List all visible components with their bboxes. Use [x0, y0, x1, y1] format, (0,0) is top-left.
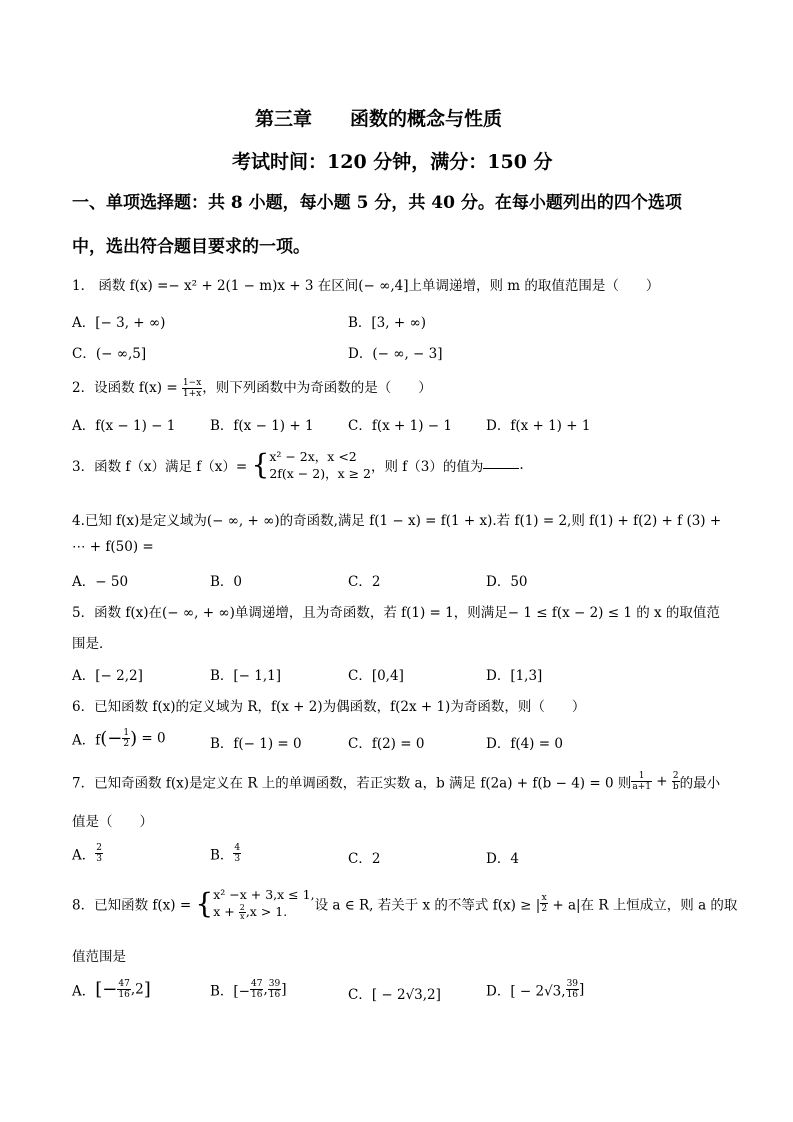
question-3-suffix: ，则 f（3）的值为 — [371, 459, 484, 475]
section-heading-line1: 一、单项选择题：共 8 小题，每小题 5 分，共 40 分。在每小题列出的四个选项 — [72, 193, 682, 213]
question-3-case-2: 2f(x − 2)，x ≥ 2 — [269, 466, 372, 481]
question-2-prefix: 2．设函数 f(x) = — [72, 380, 182, 396]
question-7-frac2-den: b — [672, 782, 679, 792]
question-8-option-d-den: 16 — [566, 990, 579, 1000]
question-1-option-c: C．(− ∞,5] — [72, 346, 147, 362]
question-7-option-a-fraction — [95, 843, 103, 864]
question-2-fraction — [182, 378, 202, 399]
question-7-frac2-num: 2 — [672, 771, 679, 781]
question-8-option-b-den2: 16 — [268, 990, 281, 1000]
question-7-frac1-den: a+1 — [632, 782, 651, 792]
question-8-option-b-label: B．[− — [210, 983, 250, 1000]
question-6-option-a: A．f(− $\frac{1}{2}$ ) = 0 — [72, 728, 166, 749]
question-8-case-2 — [213, 903, 314, 921]
question-8-case-2-b: ,x > 1. — [245, 904, 288, 919]
question-6-stem: 6．已知函数 f(x)的定义域为 R，f(x + 2)为偶函数，f(2x + 1)为奇函数，则（ ） — [72, 699, 586, 715]
question-1-option-a: A．[− 3, + ∞) — [72, 315, 166, 331]
question-8-mid-den: 2 — [541, 904, 548, 914]
question-7-frac1-num: 1 — [631, 771, 652, 782]
question-4-stem-line1: 4.已知 f(x)是定义域为(− ∞, + ∞)的奇函数,满足 f(1 − x) = f(1 + x).若 f(1) = 2,则 f(1) + f(2) + f (3) + — [72, 513, 722, 529]
question-4-option-a: A．− 50 — [72, 574, 129, 590]
question-7-fraction-2 — [672, 771, 680, 792]
left-brace-icon: { — [251, 448, 270, 481]
question-3-cases — [269, 448, 371, 482]
question-2-option-b: B．f(x − 1) + 1 — [210, 418, 314, 434]
question-2-frac-num: 1−x — [182, 378, 202, 388]
question-7-option-d: D．4 — [486, 851, 519, 867]
question-8-option-a-fraction — [117, 979, 130, 1000]
question-5-option-c: C．[0,4] — [348, 668, 404, 684]
question-2-suffix: ，则下列函数中为奇函数的是（ ） — [202, 380, 432, 396]
question-8-option-d-fraction — [566, 979, 579, 1000]
question-7-option-b — [210, 843, 241, 864]
answer-blank — [483, 456, 519, 469]
question-6-option-d: D．f(4) = 0 — [486, 736, 563, 752]
question-8-middle: 设 a ∈ R, 若关于 x 的不等式 f(x) ≥ | — [314, 897, 541, 914]
question-8-case-1: x² −x + 3,x ≤ 1, — [213, 887, 315, 902]
question-7-option-a — [72, 843, 103, 864]
question-6-option-a-suffix: = 0 — [137, 730, 166, 747]
question-8-option-b-fraction-1 — [250, 979, 263, 1000]
question-7-stem-line2: 值是（ ） — [72, 814, 153, 830]
question-8-option-b-fraction-2 — [268, 979, 281, 1000]
question-2-option-d: D．f(x + 1) + 1 — [486, 418, 591, 434]
question-8-option-d: D．[ − 2√3, $\frac{39}{16}$ ] — [486, 979, 585, 1000]
question-8-case-2-num: 2 — [239, 903, 245, 912]
question-6-option-c: C．f(2) = 0 — [348, 736, 425, 752]
question-8-option-b: B．[− $\frac{47}{16}$ , $\frac{39}{16}$ ] — [210, 979, 287, 1000]
page-title: 第三章 函数的概念与性质 — [255, 108, 503, 130]
question-8-option-a-label: A． — [72, 983, 96, 1000]
question-2-option-a: A．f(x − 1) − 1 — [72, 418, 176, 434]
question-6-option-a-frac-num: 1 — [123, 728, 130, 738]
question-8-option-d-label: D．[ − 2√3, — [486, 983, 566, 1000]
question-8-option-a: A．[− $\frac{47}{16}$ ,2] — [72, 979, 151, 1000]
question-1-option-d: D．(− ∞, − 3] — [348, 346, 443, 362]
question-8-option-b-num1: 47 — [251, 979, 263, 989]
question-7-option-b-fraction — [233, 843, 241, 864]
question-4-option-c: C．2 — [348, 574, 381, 590]
question-8-stem-line1 — [72, 886, 737, 921]
question-8-end: + a|在 R 上恒成立，则 a 的取 — [548, 897, 738, 914]
question-7-option-a-label: A． — [72, 847, 96, 864]
question-2-stem — [72, 376, 432, 399]
question-7-fraction-1 — [631, 771, 652, 792]
question-6-option-a-fraction — [122, 728, 130, 749]
question-7-option-b-num: 4 — [234, 843, 241, 853]
question-4-option-b: B．0 — [210, 574, 243, 590]
question-3-stem — [72, 448, 524, 482]
question-1-stem: 1． 函数 f(x) =− x² + 2(1 − m)x + 3 在区间(− ∞,4]上单调递增，则 m 的取值范围是（ ） — [72, 278, 660, 294]
question-7-option-a-num: 2 — [96, 843, 102, 853]
question-5-option-a: A．[− 2,2] — [72, 668, 143, 684]
question-5-stem-line2: 围是． — [72, 636, 113, 652]
page-subtitle: 考试时间：120 分钟，满分：150 分 — [232, 151, 553, 173]
question-5-stem-line1: 5．函数 f(x)在(− ∞, + ∞)单调递增，且为奇函数，若 f(1) = 1，则满足− 1 ≤ f(x − 2) ≤ 1 的 x 的取值范 — [72, 605, 720, 621]
question-3-end: . — [519, 457, 524, 473]
question-8-option-d-num: 39 — [566, 979, 579, 989]
question-8-option-b-den1: 16 — [251, 990, 263, 1000]
question-4-stem-line2: ⋯ + f(50) = — [72, 539, 154, 555]
question-8-prefix: 8．已知函数 f(x) = — [72, 897, 196, 914]
question-7-option-b-label: B． — [210, 847, 234, 864]
question-6-option-b: B．f(− 1) = 0 — [210, 736, 302, 752]
question-8-middle-fraction — [540, 893, 548, 914]
question-8-case-2-a: x + — [213, 904, 239, 919]
question-1-option-b: B．[3, + ∞) — [348, 315, 426, 331]
question-7-plus: + — [651, 773, 672, 790]
question-7-option-a-den: 3 — [96, 854, 102, 864]
left-brace-icon: { — [195, 886, 214, 920]
question-3-prefix: 3．函数 f（x）满足 f（x）= — [72, 459, 252, 475]
question-7-option-c: C．2 — [348, 851, 381, 867]
question-8-cases — [213, 886, 314, 921]
question-8-option-a-num: 47 — [118, 979, 130, 989]
question-8-case-2-fraction — [239, 904, 246, 921]
question-3-case-1: x² − 2x，x <2 — [269, 449, 357, 464]
question-7-suffix: 的最小 — [679, 775, 721, 792]
question-6-option-a-prefix: A．f — [72, 732, 101, 749]
question-7-stem-line1 — [72, 771, 720, 792]
question-6-option-a-frac-den: 2 — [123, 739, 130, 749]
question-2-frac-den: 1+x — [182, 389, 202, 399]
section-heading-line2: 中，选出符合题目要求的一项。 — [72, 237, 310, 257]
question-8-mid-num: x — [541, 893, 547, 903]
question-7-prefix: 7．已知奇函数 f(x)是定义在 R 上的单调函数，若正实数 a，b 满足 f(2a) + f(b − 4) = 0 则 — [72, 775, 632, 792]
question-8-stem-line2: 值范围是 — [72, 949, 126, 965]
question-8-option-a-den: 16 — [118, 990, 130, 1000]
question-7-option-b-den: 3 — [234, 854, 241, 864]
question-8-case-2-den: x — [240, 912, 245, 921]
question-2-option-c: C．f(x + 1) − 1 — [348, 418, 452, 434]
question-5-option-d: D．[1,3] — [486, 668, 543, 684]
question-4-option-d: D．50 — [486, 574, 528, 590]
question-8-option-a-tail: ,2 — [130, 981, 144, 998]
question-5-option-b: B．[− 1,1] — [210, 668, 282, 684]
question-8-option-b-num2: 39 — [268, 979, 281, 989]
question-8-option-c: C．[ − 2√3,2] — [348, 987, 441, 1003]
